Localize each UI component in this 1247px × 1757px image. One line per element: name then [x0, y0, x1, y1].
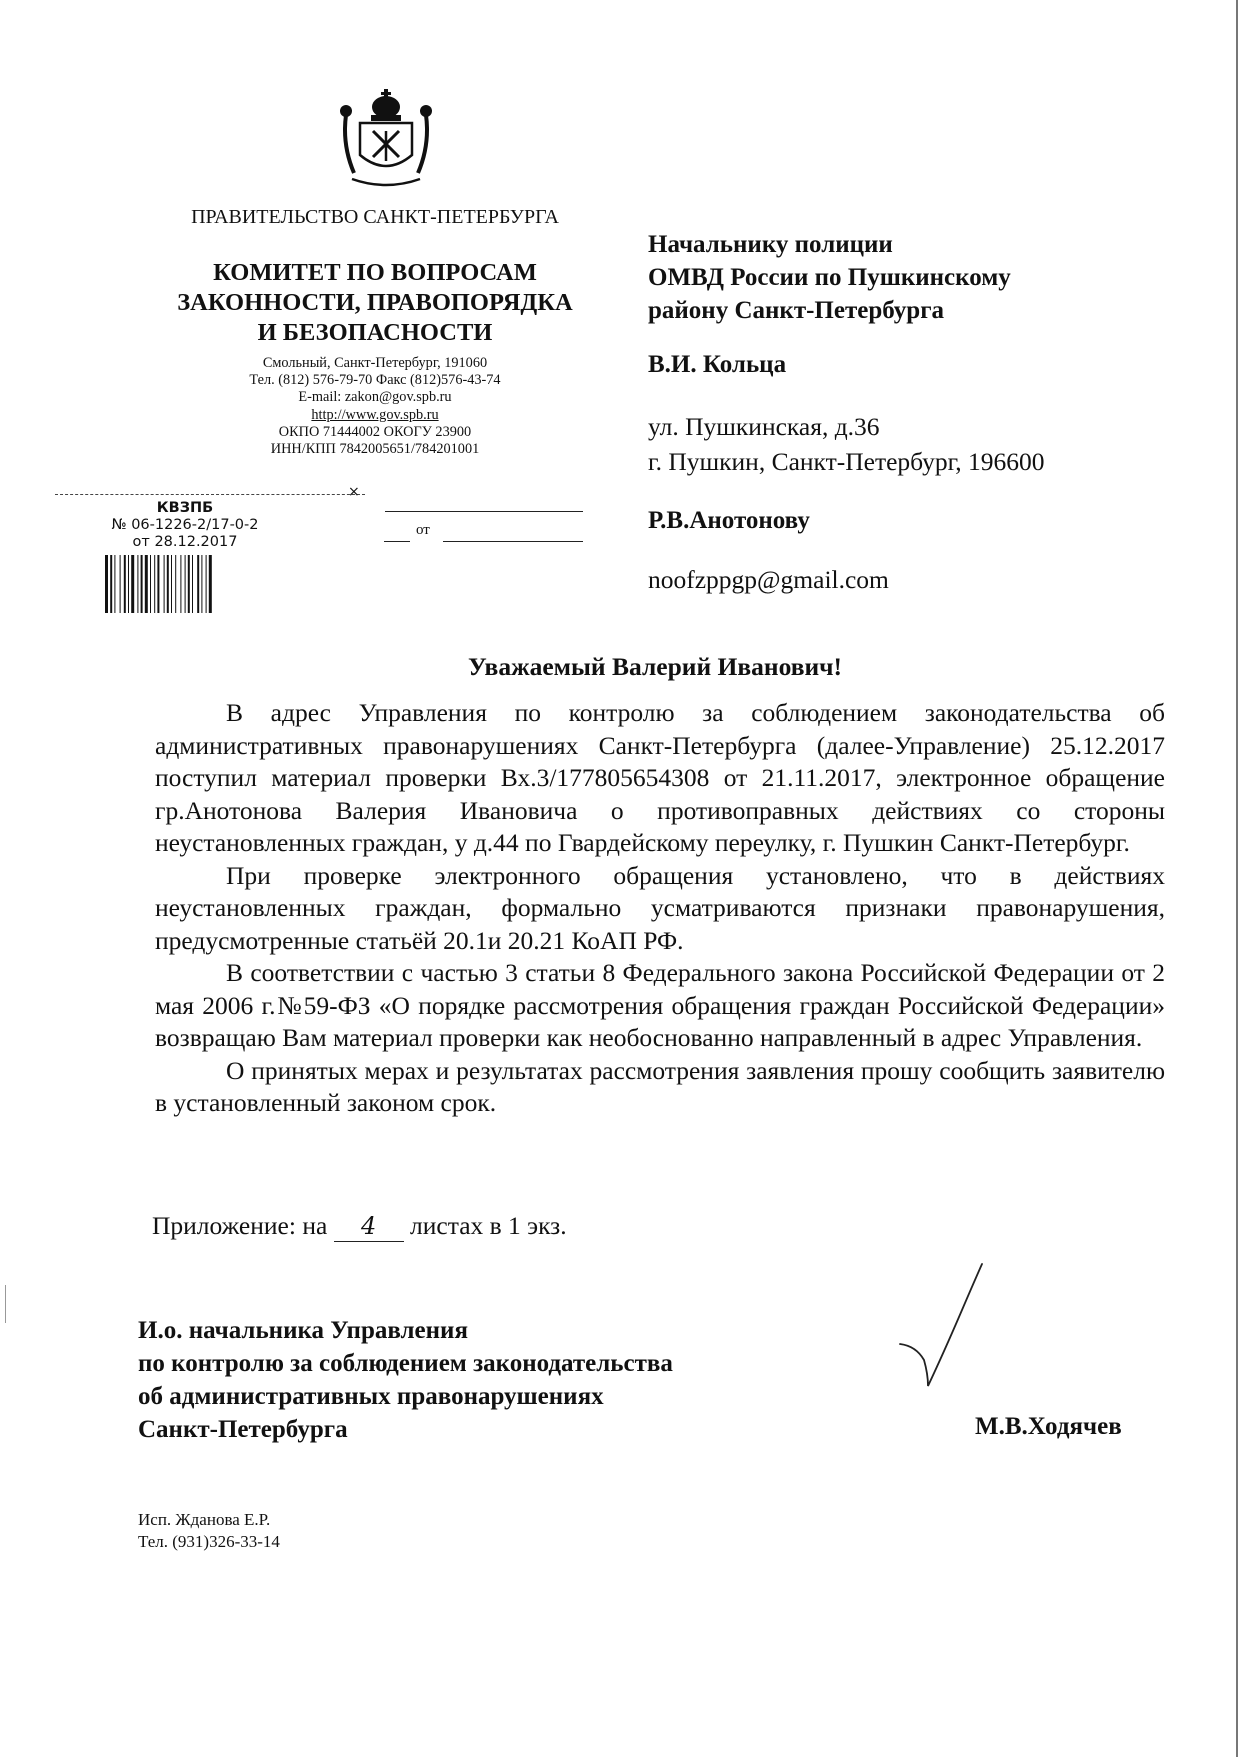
barcode-bar — [175, 555, 176, 613]
appendix-prefix: Приложение: на — [152, 1211, 334, 1240]
barcode-bar — [154, 555, 155, 613]
addressee-title-line: Начальнику полиции — [648, 231, 893, 258]
committee-line: ЗАКОННОСТИ, ПРАВОПОРЯДКА — [177, 289, 573, 316]
barcode-bar — [188, 555, 190, 613]
scan-margin-mark — [5, 1285, 6, 1323]
committee-address: Смольный, Санкт-Петербург, 191060 — [262, 355, 488, 371]
addressee-title — [648, 228, 1208, 327]
addressee-address — [648, 409, 1208, 479]
barcode-bar — [180, 555, 181, 613]
executor-info — [138, 1509, 280, 1553]
committee-name — [155, 258, 595, 348]
barcode-bar — [209, 555, 212, 613]
signer-title-line: Санкт-Петербурга — [138, 1416, 348, 1443]
barcode-bar — [192, 555, 193, 613]
registration-stamp — [85, 500, 285, 551]
body-paragraph: О принятых мерах и результатах рассмотрения заявления прошу сообщить заявителю в установленный законом срок. — [155, 1055, 1165, 1117]
barcode-bar — [141, 555, 143, 613]
appendix-line — [152, 1211, 567, 1242]
barcode-bar — [150, 555, 151, 613]
barcode-bar — [105, 555, 108, 613]
handwritten-signature — [898, 1262, 998, 1392]
addressee-title-line: ОМВД России по Пушкинскому — [648, 264, 1011, 291]
committee-phone-fax: Тел. (812) 576-79-70 Факс (812)576-43-74 — [249, 372, 501, 389]
barcode-bar — [164, 555, 165, 613]
barcode-bar — [201, 555, 202, 613]
body-paragraph: В адрес Управления по контролю за соблюдением законодательства об административных правонарушениях Санкт-Петербурга (далее-Управление) 25.12.2017 поступил материал проверки Вх.3/177805654308 от 21.11.2017, электронное обращение гр.Анотонова Валерия Ивановича о противоправных действиях со стороны неустановленных граждан, у д.44 по Гвардейскому переулку, г. Пушкин Санкт-Петербург. — [155, 698, 1165, 857]
barcode-bar — [110, 555, 112, 613]
signer-title — [138, 1314, 838, 1446]
barcode-bar — [197, 555, 199, 613]
barcode-bar — [157, 555, 159, 613]
appendix-suffix: листах в 1 экз. — [403, 1211, 567, 1240]
addressee-address-line: ул. Пушкинская, д.36 — [648, 412, 880, 441]
scan-page-edge — [1236, 0, 1238, 1757]
barcode-bar — [128, 555, 129, 613]
barcode-bar — [124, 555, 126, 613]
committee-email: E-mail: zakon@gov.spb.ru — [298, 389, 452, 406]
outgoing-number-line — [385, 511, 583, 512]
committee-inn-kpp: ИНН/КПП 7842005651/784201001 — [270, 441, 480, 458]
body-paragraph: В соответствии с частью 3 статьи 8 Федерального закона Российской Федерации от 2 мая 2006 г.№59-ФЗ «О порядке рассмотрения обращения граждан Российской Федерации» возвращаю Вам материал проверки как необоснованно направленный в адрес Управления. — [155, 958, 1165, 1052]
stamp-org: КВЗПБ — [156, 500, 214, 516]
appendix-sheet-count-value: 4 — [361, 1212, 377, 1240]
reply-date-line — [443, 541, 583, 542]
reply-date-label: от — [416, 522, 430, 538]
barcode-bar — [145, 555, 148, 613]
barcode-bar — [167, 555, 169, 613]
government-name: ПРАВИТЕЛЬСТВО САНКТ-ПЕТЕРБУРГА — [191, 206, 559, 228]
signer-name: М.В.Ходячев — [975, 1413, 1122, 1440]
committee-line: И БЕЗОПАСНОСТИ — [257, 319, 493, 346]
addressee-title-line: району Санкт-Петербурга — [648, 297, 945, 324]
executor-name: Исп. Жданова Е.Р. — [138, 1510, 271, 1529]
copy-recipient-email: noofzppgp@gmail.com — [648, 565, 889, 594]
coat-of-arms-emblem — [340, 85, 432, 187]
barcode-bar — [131, 555, 134, 613]
committee-contacts — [190, 355, 560, 458]
stamp-number: № 06-1226-2/17-0-2 — [111, 517, 259, 533]
appendix-sheet-count — [334, 1211, 404, 1242]
barcode-bar — [120, 555, 121, 613]
barcode-bar — [114, 555, 115, 613]
barcode — [105, 555, 263, 613]
committee-website-link[interactable]: http://www.gov.spb.ru — [311, 406, 439, 423]
addressee-block — [648, 228, 1208, 595]
signer-title-line: И.о. начальника Управления — [138, 1317, 468, 1344]
barcode-bar — [171, 555, 172, 613]
stamp-date: от 28.12.2017 — [132, 534, 238, 550]
addressee-address-line: г. Пушкин, Санкт-Петербург, 196600 — [648, 447, 1045, 476]
stamp-divider — [55, 494, 365, 495]
committee-line: КОМИТЕТ ПО ВОПРОСАМ — [213, 259, 537, 286]
body-paragraph: При проверке электронного обращения установлено, что в действиях неустановленных граждан, формально усматриваются признаки правонарушения, предусмотренные статьёй 20.1и 20.21 КоАП РФ. — [155, 860, 1165, 955]
executor-phone: Тел. (931)326-33-14 — [138, 1532, 280, 1551]
signer-title-line: об административных правонарушениях — [138, 1383, 604, 1410]
stamp-x-mark: × — [348, 484, 360, 500]
barcode-bar — [206, 555, 207, 613]
addressee-name: В.И. Кольца — [648, 351, 787, 378]
salutation: Уважаемый Валерий Иванович! — [467, 652, 843, 681]
barcode-bar — [185, 555, 186, 613]
letter-body — [155, 697, 1165, 1120]
committee-codes: ОКПО 71444002 ОКОГУ 23900 — [278, 423, 472, 440]
reply-number-line — [384, 541, 410, 542]
signer-title-line: по контролю за соблюдением законодательства — [138, 1350, 673, 1377]
barcode-bar — [137, 555, 138, 613]
copy-recipient-name: Р.В.Анотонову — [648, 507, 810, 534]
